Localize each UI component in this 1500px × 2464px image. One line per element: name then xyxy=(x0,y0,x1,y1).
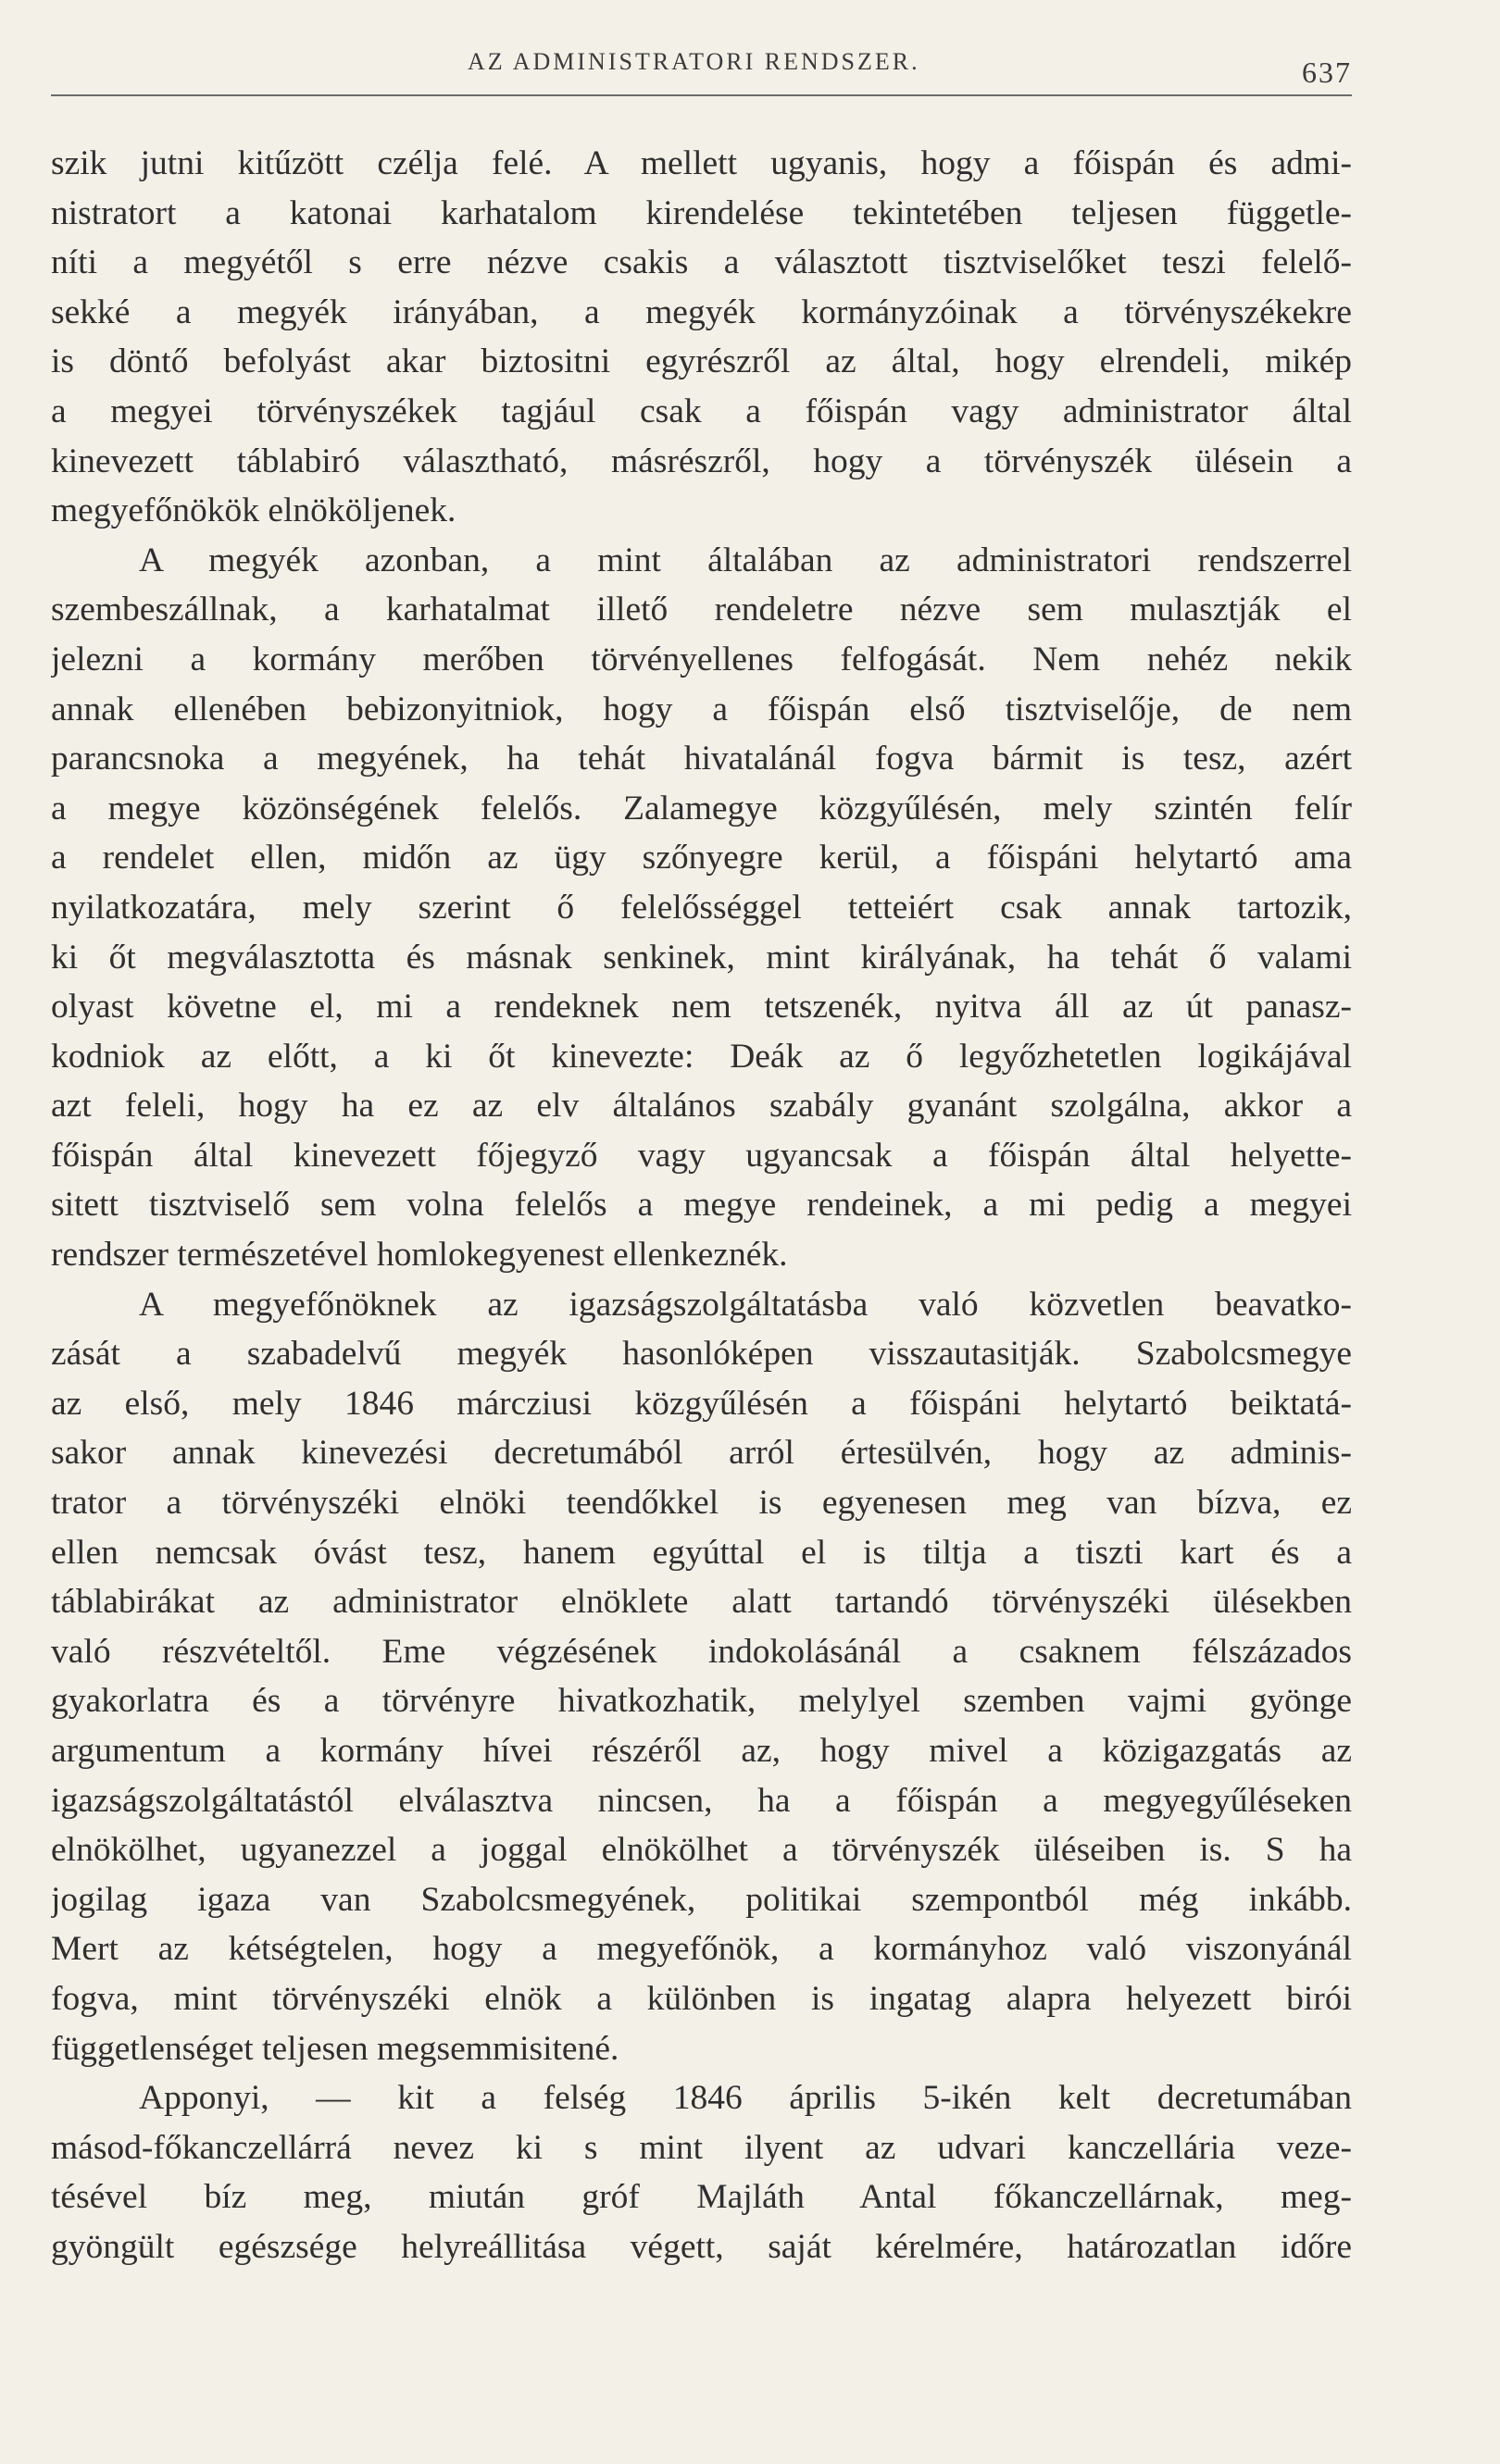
text-line: nistratort a katonai karhatalom kirendelése tekintetében teljesen függetle- xyxy=(51,193,1352,232)
text-line: szik jutni kitűzött czélja felé. A mellett ugyanis, hogy a főispán és admi- xyxy=(51,144,1352,182)
text-line: rendszer természetével homlokegyenest ellenkeznék. xyxy=(51,1236,788,1275)
header-rule xyxy=(51,94,1352,96)
text-line: trator a törvényszéki elnöki teendőkkel is egyenesen meg van bízva, ez xyxy=(51,1484,1352,1523)
text-line: függetlenséget teljesen megsemmisitené. xyxy=(51,2029,619,2068)
text-line: kodniok az előtt, a ki őt kinevezte: Deák az ő legyőzhetetlen logikájával xyxy=(51,1037,1352,1076)
text-line: táblabirákat az administrator elnöklete alatt tartandó törvényszéki ülésekben xyxy=(51,1583,1352,1622)
text-line: jogilag igaza van Szabolcsmegyének, politikai szempontból még inkább. xyxy=(51,1880,1352,1919)
text-line: a megyei törvényszékek tagjául csak a főispán vagy administrator által xyxy=(51,392,1352,430)
text-line: a rendelet ellen, midőn az ügy szőnyegre kerül, a főispáni helytartó ama xyxy=(51,839,1352,877)
text-line: azt feleli, hogy ha ez az elv általános szabály gyanánt szolgálna, akkor a xyxy=(51,1087,1352,1126)
running-head: AZ ADMINISTRATORI RENDSZER. xyxy=(468,48,920,75)
text-line: fogva, mint törvényszéki elnök a különben is ingatag alapra helyezett birói xyxy=(51,1979,1352,2018)
text-line: ki őt megválasztotta és másnak senkinek, mint királyának, ha tehát ő valami xyxy=(51,938,1352,977)
text-line: is döntő befolyást akar biztositni egyrészről az által, hogy elrendeli, mikép xyxy=(51,342,1352,381)
text-line: níti a megyétől s erre nézve csakis a választott tisztviselőket teszi felelő- xyxy=(51,243,1352,282)
text-line: Apponyi, — kit a felség 1846 április 5-ikén kelt decretumában xyxy=(139,2079,1352,2118)
text-line: szembeszállnak, a karhatalmat illető rendeletre nézve sem mulasztják el xyxy=(51,591,1352,629)
text-line: igazságszolgáltatástól elválasztva nincsen, ha a főispán a megyegyűléseken xyxy=(51,1781,1352,1820)
body-text xyxy=(51,139,1352,2272)
text-line: A megyefőnöknek az igazságszolgáltatásba való közvetlen beavatko- xyxy=(139,1285,1352,1324)
text-line: argumentum a kormány hívei részéről az, hogy mivel a közigazgatás az xyxy=(51,1732,1352,1770)
text-line: a megye közönségének felelős. Zalamegye közgyűlésén, mely szintén felír xyxy=(51,789,1352,828)
text-line: gyakorlatra és a törvényre hivatkozhatik, melylyel szemben vajmi gyönge xyxy=(51,1682,1352,1721)
page-header xyxy=(51,28,1352,93)
text-line: sitett tisztviselő sem volna felelős a megye rendeinek, a mi pedig a megyei xyxy=(51,1186,1352,1225)
text-line: való részvételtől. Eme végzésének indokolásánál a csaknem félszázados xyxy=(51,1632,1352,1671)
text-line: annak ellenében bebizonyitniok, hogy a főispán első tisztviselője, de nem xyxy=(51,690,1352,728)
text-line: sakor annak kinevezési decretumából arról értesülvén, hogy az adminis- xyxy=(51,1434,1352,1473)
text-line: jelezni a kormány merőben törvényellenes felfogását. Nem nehéz nekik xyxy=(51,640,1352,678)
text-line: parancsnoka a megyének, ha tehát hivatalánál fogva bármit is tesz, azért xyxy=(51,740,1352,778)
text-line: kinevezett táblabiró választható, másrészről, hogy a törvényszék ülésein a xyxy=(51,442,1352,480)
text-line: zását a szabadelvű megyék hasonlóképen visszautasitják. Szabolcsmegye xyxy=(51,1335,1352,1374)
text-line: Mert az kétségtelen, hogy a megyefőnök, a kormányhoz való viszonyánál xyxy=(51,1930,1352,1969)
text-line: sekké a megyék irányában, a megyék kormányzóinak a törvényszékekre xyxy=(51,292,1352,331)
text-line: nyilatkozatára, mely szerint ő felelősséggel tetteiért csak annak tartozik, xyxy=(51,888,1352,927)
text-line: tésével bíz meg, miután gróf Majláth Antal főkanczellárnak, meg- xyxy=(51,2178,1352,2217)
text-line: másod-főkanczellárrá nevez ki s mint ilyent az udvari kanczellária veze- xyxy=(51,2128,1352,2167)
text-line: megyefőnökök elnököljenek. xyxy=(51,492,456,530)
text-line: A megyék azonban, a mint általában az administratori rendszerrel xyxy=(139,541,1352,579)
text-line: ellen nemcsak óvást tesz, hanem egyúttal el is tiltja a tiszti kart és a xyxy=(51,1533,1352,1572)
text-line: főispán által kinevezett főjegyző vagy ugyancsak a főispán által helyette- xyxy=(51,1136,1352,1175)
text-line: az első, mely 1846 márcziusi közgyűlésén a főispáni helytartó beiktatá- xyxy=(51,1384,1352,1423)
text-line: olyast követne el, mi a rendeknek nem tetszenék, nyitva áll az út panasz- xyxy=(51,988,1352,1027)
text-line: elnökölhet, ugyanezzel a joggal elnökölhet a törvényszék üléseiben is. S ha xyxy=(51,1831,1352,1870)
page-number: 637 xyxy=(1302,56,1352,89)
text-line: gyöngült egészsége helyreállitása végett, saját kérelmére, határozatlan időre xyxy=(51,2227,1352,2266)
